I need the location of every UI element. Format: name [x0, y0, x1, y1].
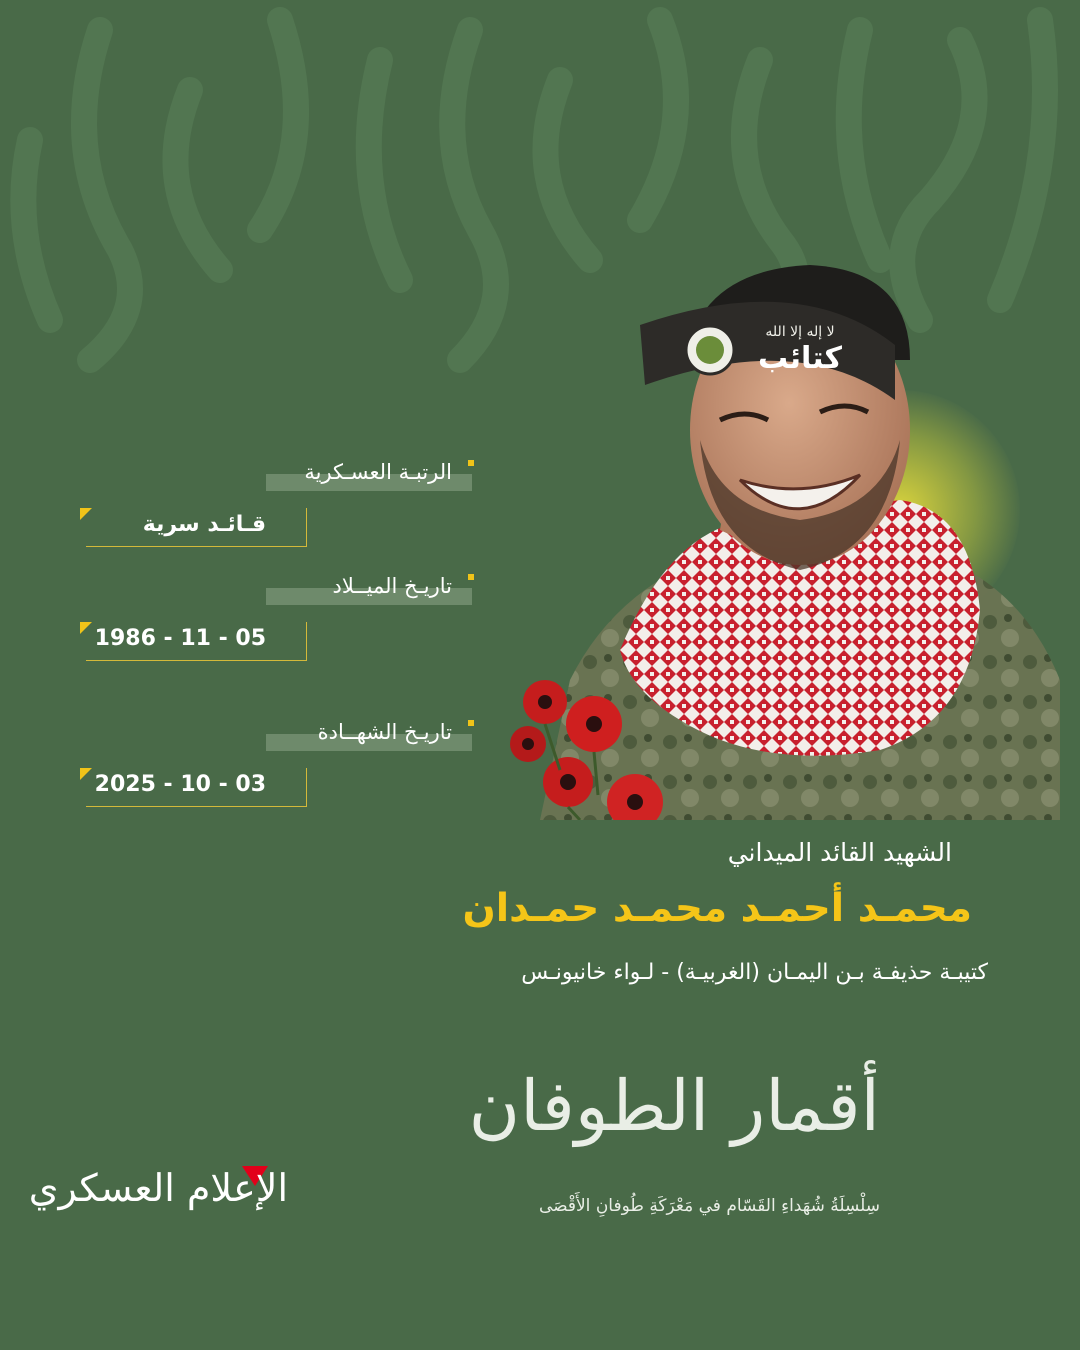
- label-birth-date: تاريـخ الميــلاد: [332, 574, 452, 598]
- martyr-subtitle: الشهيد القائد الميداني: [727, 838, 952, 867]
- series-logo-subtitle: سِلْسِلَةُ شُهَداءِ القَسّام في مَعْرَكَةِ طُوفانِ الأَقْصَى: [538, 1196, 880, 1216]
- value-box: [86, 622, 307, 661]
- label-rank: الرتبـة العسـكرية: [304, 460, 452, 484]
- yellow-dot-icon: [468, 720, 474, 726]
- info-birth-date: [80, 574, 480, 730]
- yellow-dot-icon: [468, 574, 474, 580]
- value-birth-date: 1986 - 11 - 05: [94, 626, 266, 651]
- martyr-name: محمـد أحمـد محمـد حمـدان: [462, 886, 972, 931]
- value-martyrdom-date: 2025 - 10 - 03: [94, 772, 266, 797]
- value-rank: قـائـد سرية: [142, 512, 266, 537]
- media-logo-text: الإعلام العسكري: [28, 1166, 288, 1210]
- value-box: [86, 508, 307, 547]
- yellow-dot-icon: [468, 460, 474, 466]
- martyr-unit: كتيبـة حذيفـة بـن اليمـان (الغربيـة) - لـواء خانيونـس: [521, 960, 988, 985]
- headband-text-top: لا إله إلا الله: [765, 324, 835, 340]
- portrait-photo: [500, 250, 1060, 820]
- series-logo-title: أقمار الطوفان: [468, 1065, 880, 1147]
- info-martyrdom-date: [80, 720, 480, 876]
- headband-text-main: كتائب: [758, 341, 842, 376]
- label-martyrdom-date: تاريـخ الشهــادة: [317, 720, 452, 744]
- value-box: [86, 768, 307, 807]
